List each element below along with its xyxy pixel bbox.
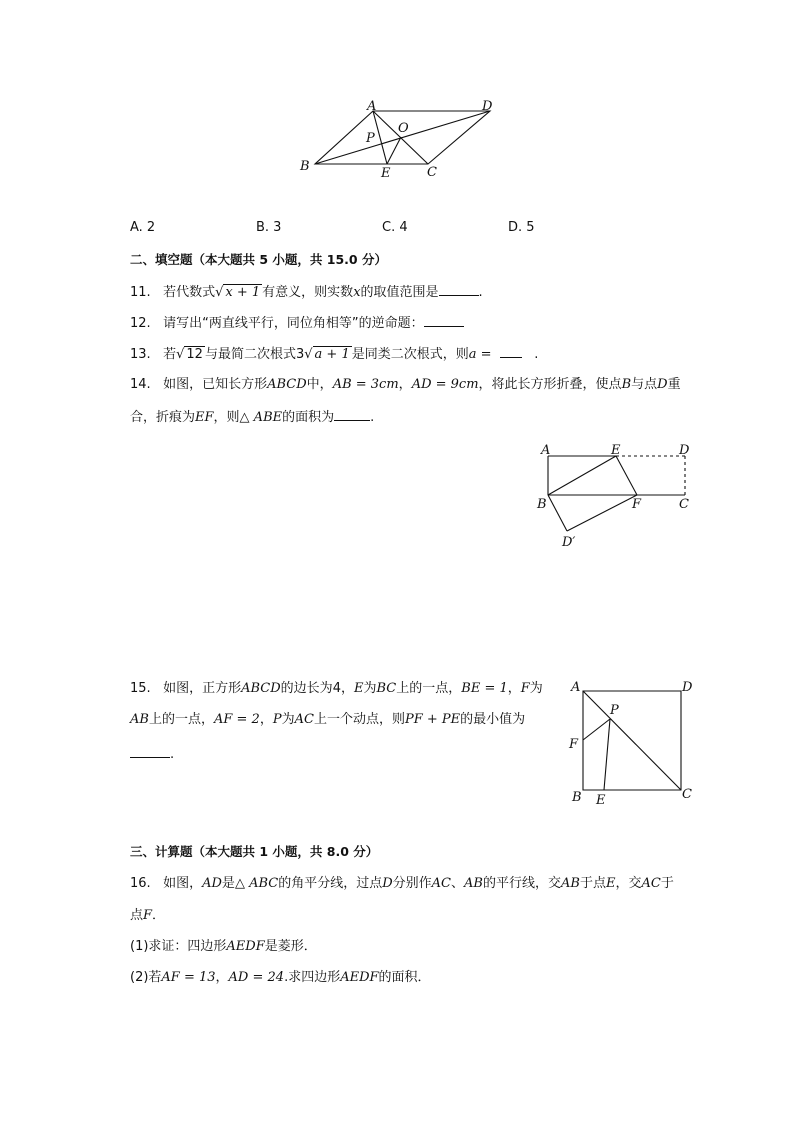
- q14-text: .: [370, 410, 375, 425]
- option-d: D. 5: [508, 220, 535, 235]
- question-16-line-1: [130, 875, 674, 893]
- label-a: A: [541, 443, 551, 458]
- q15-text: .: [170, 747, 175, 762]
- q16-math: AB: [561, 876, 580, 891]
- segment-fp: [583, 719, 610, 740]
- section-3-title: 三、计算题（本大题共 1 小题，共 8.0 分）: [130, 844, 379, 859]
- q15-math: P: [272, 712, 282, 727]
- label-b: B: [537, 497, 547, 512]
- radical-sign: √: [215, 285, 224, 300]
- q14-answer-blank[interactable]: [334, 407, 370, 421]
- q11-answer-blank[interactable]: [439, 282, 479, 296]
- segment-ae: [373, 111, 387, 164]
- q11-pre: 若代数式: [163, 285, 216, 300]
- q15-math: PF + PE: [404, 712, 461, 727]
- label-b: B: [572, 790, 582, 805]
- q12-number: 12.: [130, 316, 151, 331]
- q16-math: E: [605, 876, 616, 891]
- q16-text: ，: [215, 970, 229, 985]
- q15-math: F: [520, 681, 530, 696]
- q13-pre: 若: [163, 347, 177, 362]
- q15-text: 的边长为: [280, 681, 333, 696]
- label-p: P: [610, 703, 619, 718]
- q11-post2: 的取值范围是: [360, 285, 439, 300]
- q13-radicand-2: a + 1: [314, 347, 350, 362]
- q15-math: ABCD: [241, 681, 281, 696]
- q11-post: 有意义，则实数: [262, 285, 354, 300]
- label-b: B: [300, 159, 310, 174]
- q16-math: F: [143, 908, 153, 923]
- question-13: [130, 344, 538, 364]
- q14-math: AB = 3cm: [332, 377, 399, 392]
- q16-text: 点: [130, 908, 144, 923]
- question-14-line-2: [130, 407, 374, 427]
- folded-rectangle-figure: [530, 438, 700, 553]
- section-2-title: 二、填空题（本大题共 5 小题，共 15.0 分）: [130, 252, 387, 267]
- q14-number: 14.: [130, 377, 151, 392]
- q14-text: 合，折痕为: [130, 410, 196, 425]
- q16-text: 是菱形．: [264, 939, 317, 954]
- q14-text: ，则: [213, 410, 240, 425]
- q15-text: 上的一点，: [148, 712, 214, 727]
- q14-text: ，: [398, 377, 412, 392]
- label-e: E: [381, 166, 391, 181]
- q15-math: BC: [376, 681, 397, 696]
- q16-math: AD = 24: [228, 970, 285, 985]
- question-15-line-1: [130, 680, 543, 698]
- q14-text: 与点: [631, 377, 658, 392]
- q13-var: a =: [468, 347, 492, 362]
- q15-text: 的最小值为: [460, 712, 526, 727]
- q16-math: AEDF: [226, 939, 265, 954]
- label-a: A: [367, 99, 377, 114]
- q16-text: 的平行线，交: [482, 876, 561, 891]
- q16-text: 分别作: [392, 876, 432, 891]
- q16-math: AC: [641, 876, 661, 891]
- q15-math: AB: [130, 712, 149, 727]
- q14-text: 重: [667, 377, 681, 392]
- option-a: A. 2: [130, 220, 156, 235]
- q15-math: BE = 1: [461, 681, 508, 696]
- label-c: C: [427, 165, 437, 180]
- q16-text: ，交: [615, 876, 642, 891]
- q16-math: AEDF: [340, 970, 379, 985]
- q13-post: 是同类二次根式，则: [351, 347, 469, 362]
- label-p: P: [366, 131, 375, 146]
- segment-pe: [604, 719, 610, 790]
- q16-text: 、: [451, 876, 465, 891]
- label-d-prime: D′: [562, 535, 576, 550]
- question-15-line-3: [130, 744, 174, 764]
- q15-text: ，: [259, 712, 273, 727]
- question-16-part-2: [130, 969, 431, 987]
- q15-text: 为: [363, 681, 377, 696]
- q16-text: 于点: [579, 876, 606, 891]
- q15-text: 为: [529, 681, 543, 696]
- q16-math: AB: [464, 876, 483, 891]
- q11-radicand: x + 1: [225, 285, 261, 300]
- q15-text: ，: [340, 681, 354, 696]
- q14-math: EF: [195, 410, 214, 425]
- q16-text: ．: [152, 908, 166, 923]
- q13-number: 13.: [130, 347, 151, 362]
- q11-number: 11.: [130, 285, 151, 300]
- q14-math: D: [657, 377, 668, 392]
- label-f: F: [569, 737, 579, 752]
- q15-math: E: [353, 681, 364, 696]
- q14-math: AD = 9cm: [411, 377, 479, 392]
- parallelogram-figure: [290, 96, 510, 186]
- q16-text: 如图，: [163, 876, 203, 891]
- label-c: C: [679, 497, 689, 512]
- q15-text: 上的一点，: [396, 681, 462, 696]
- q15-math: AC: [294, 712, 314, 727]
- label-o: O: [398, 121, 409, 136]
- segment-dpf: [567, 495, 637, 531]
- q11-var: x: [353, 285, 361, 300]
- q12-answer-blank[interactable]: [424, 313, 464, 327]
- q14-math: ABCD: [267, 377, 307, 392]
- q14-math: B: [621, 377, 632, 392]
- q16-math: D: [382, 876, 393, 891]
- q16-text: .求四边形: [284, 970, 341, 985]
- q13-mid: 与最简二次根式3: [204, 347, 305, 362]
- label-d: D: [682, 680, 693, 695]
- q15-text: 4: [332, 681, 341, 696]
- q14-math: △ ABE: [239, 410, 283, 425]
- q16-math: AC: [431, 876, 452, 891]
- question-12: [130, 313, 464, 333]
- q16-math: △ ABC: [234, 876, 279, 891]
- question-15-line-2: [130, 711, 525, 729]
- q16-number: 16.: [130, 876, 151, 891]
- q14-text: 如图，已知长方形: [163, 377, 268, 392]
- q16-math: AF = 13: [161, 970, 216, 985]
- label-d: D: [482, 99, 493, 114]
- q12-text: 请写出“两直线平行，同位角相等”的逆命题：: [163, 316, 424, 331]
- label-a: A: [571, 680, 581, 695]
- question-16-part-1: [130, 938, 317, 956]
- radical-sign: √: [304, 347, 313, 362]
- fold-line-ef: [616, 456, 637, 495]
- q16-math: AD: [202, 876, 222, 891]
- square-figure: [562, 676, 702, 811]
- segment-be: [548, 456, 616, 495]
- q16-text: 于: [660, 876, 674, 891]
- q16-text: (2)若: [130, 970, 162, 985]
- q16-text: 是: [221, 876, 235, 891]
- label-e: E: [611, 443, 621, 458]
- q16-text: (1)求证：四边形: [130, 939, 227, 954]
- label-f: F: [632, 497, 642, 512]
- q15-math: AF = 2: [213, 712, 260, 727]
- segment-bdp: [548, 495, 567, 531]
- q16-text: 的角平分线，过点: [278, 876, 383, 891]
- label-e: E: [596, 793, 606, 808]
- q14-text: 的面积为: [282, 410, 335, 425]
- q13-radicand-1: 12: [186, 347, 203, 362]
- q15-text: 上一个动点，则: [313, 712, 405, 727]
- q14-text: ，将此长方形折叠，使点: [478, 377, 622, 392]
- question-14-line-1: [130, 376, 681, 394]
- q13-end: .: [534, 347, 539, 362]
- diagonal-ac: [583, 691, 681, 790]
- label-c: C: [682, 787, 692, 802]
- q16-text: 的面积．: [378, 970, 431, 985]
- q13-answer-blank[interactable]: [500, 344, 522, 358]
- q15-answer-blank[interactable]: [130, 744, 170, 758]
- question-16-line-2: [130, 907, 165, 925]
- q15-text: ，: [507, 681, 521, 696]
- q14-text: 中，: [306, 377, 333, 392]
- option-b: B. 3: [256, 220, 282, 235]
- option-c: C. 4: [382, 220, 408, 235]
- diagonal-bd: [315, 111, 490, 164]
- question-11: [130, 282, 483, 302]
- radical-sign: √: [176, 347, 185, 362]
- q11-end: .: [478, 285, 483, 300]
- q15-text: 为: [281, 712, 295, 727]
- q15-number: 15.: [130, 681, 151, 696]
- q15-text: 如图，正方形: [163, 681, 242, 696]
- label-d: D: [679, 443, 690, 458]
